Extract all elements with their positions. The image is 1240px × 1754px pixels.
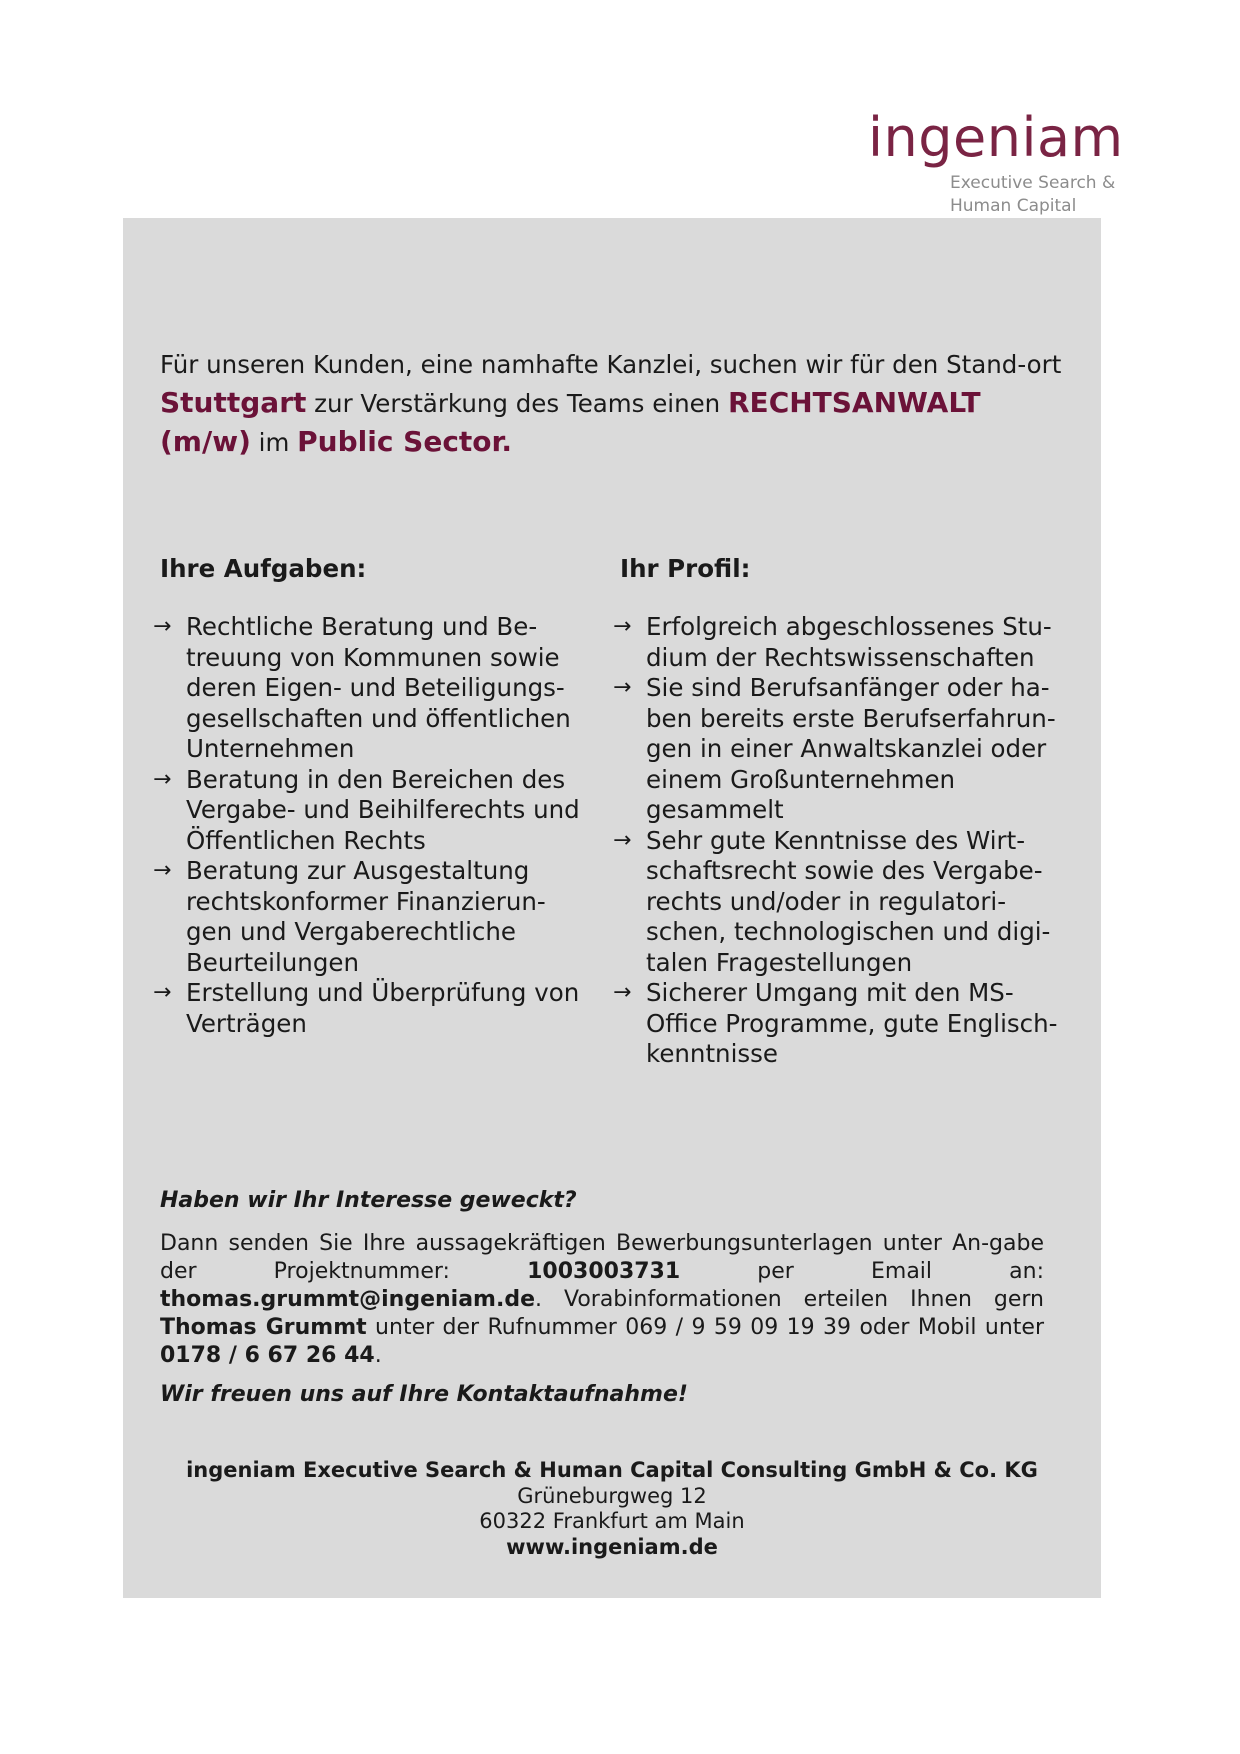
arrow-right-icon: → [153,980,172,1005]
cta-text-3: . Vorabinformationen erteilen Ihnen gern [535,1287,1044,1312]
logo-tagline-line2: Human Capital [950,196,1077,216]
job-posting-panel [123,218,1101,1598]
list-item [153,978,583,1039]
arrow-right-icon: → [613,980,632,1005]
location-highlight: Stuttgart [160,386,307,419]
list-item [613,612,1063,673]
profile-text: Sehr gute Kenntnisse des Wirt-schaftsrecht sowie des Vergabe-rechts und/oder in regulatori-schen, technologischen und digi-talen Fragestellungen [646,825,1051,977]
tasks-heading: Ihre Aufgaben: [160,554,367,583]
intro-text-1: Für unseren Kunden, eine namhafte Kanzlei, suchen wir für den Stand-ort [160,350,1062,379]
arrow-right-icon: → [153,766,172,792]
sector-highlight: Public Sector. [297,425,512,458]
task-text: Beratung in den Bereichen des Vergabe- und Beihilferechts und Öffentlichen Rechts [186,764,580,855]
profile-heading: Ihr Profil: [620,554,751,583]
website-link[interactable]: www.ingeniam.de [506,1534,718,1559]
company-city: 60322 Frankfurt am Main [479,1509,745,1533]
profile-text: Sicherer Umgang mit den MS-Office Programme, gute Englisch-kenntnisse [646,978,1058,1068]
contact-name: Thomas Grummt [160,1315,367,1340]
mobile-number: 0178 / 6 67 26 44 [160,1343,375,1368]
logo-wordmark: ingeniam [868,106,1124,169]
intro-text-2: zur Verstärkung des Teams einen [306,389,728,418]
cta-text-2: per Email an: [680,1259,1044,1284]
intro-paragraph [160,346,1072,462]
list-item [613,826,1063,979]
tasks-list [153,612,583,1039]
arrow-right-icon: → [613,827,632,853]
list-item [153,765,583,857]
arrow-right-icon: → [613,675,632,700]
cta-thanks: Wir freuen uns auf Ihre Kontaktaufnahme! [160,1382,688,1407]
project-number: 1003003731 [527,1259,681,1284]
cta-question: Haben wir Ihr Interesse geweckt? [160,1188,577,1213]
cta-text-5: . [374,1343,382,1368]
profile-text: Sie sind Berufsanfänger oder ha-ben bereits erste Berufserfahrun-gen in einer Anwaltskanzlei oder einem Großunternehmen gesammelt [646,673,1056,824]
position-title: RECHTSANWALT (m/w) [160,386,981,458]
list-item [153,612,583,765]
task-text: Erstellung und Überprüfung von Verträgen [186,978,580,1038]
arrow-right-icon: → [153,858,172,883]
company-name: ingeniam Executive Search & Human Capital Consulting GmbH & Co. KG [186,1458,1038,1482]
list-item [613,673,1063,826]
cta-paragraph [160,1230,1044,1370]
company-street: Grüneburgweg 12 [517,1483,707,1508]
list-item [613,978,1063,1070]
task-text: Beratung zur Ausgestaltung rechtskonformer Finanzierun-gen und Vergaberechtliche Beurteilungen [186,856,546,977]
cta-text-1: Dann senden Sie Ihre aussagekräftigen Bewerbungsunterlagen unter An-gabe der Projektnummer: [160,1231,1044,1284]
arrow-right-icon: → [153,614,172,639]
profile-text: Erfolgreich abgeschlossenes Stu-dium der Rechtswissenschaften [646,612,1052,672]
company-footer [123,1458,1101,1560]
intro-text-3: im [250,428,298,457]
list-item [153,856,583,978]
profile-list [613,612,1063,1070]
task-text: Rechtliche Beratung und Be-treuung von Kommunen sowie deren Eigen- und Beteiligungs-gesellschaften und öffentlichen Unternehmen [186,612,571,763]
email-link[interactable]: thomas.grummt@ingeniam.de [160,1287,536,1312]
logo-tagline-line1: Executive Search & [950,173,1116,193]
cta-text-4: unter der Rufnummer 069 / 9 59 09 19 39 oder Mobil unter [366,1315,1044,1340]
arrow-right-icon: → [613,614,632,639]
